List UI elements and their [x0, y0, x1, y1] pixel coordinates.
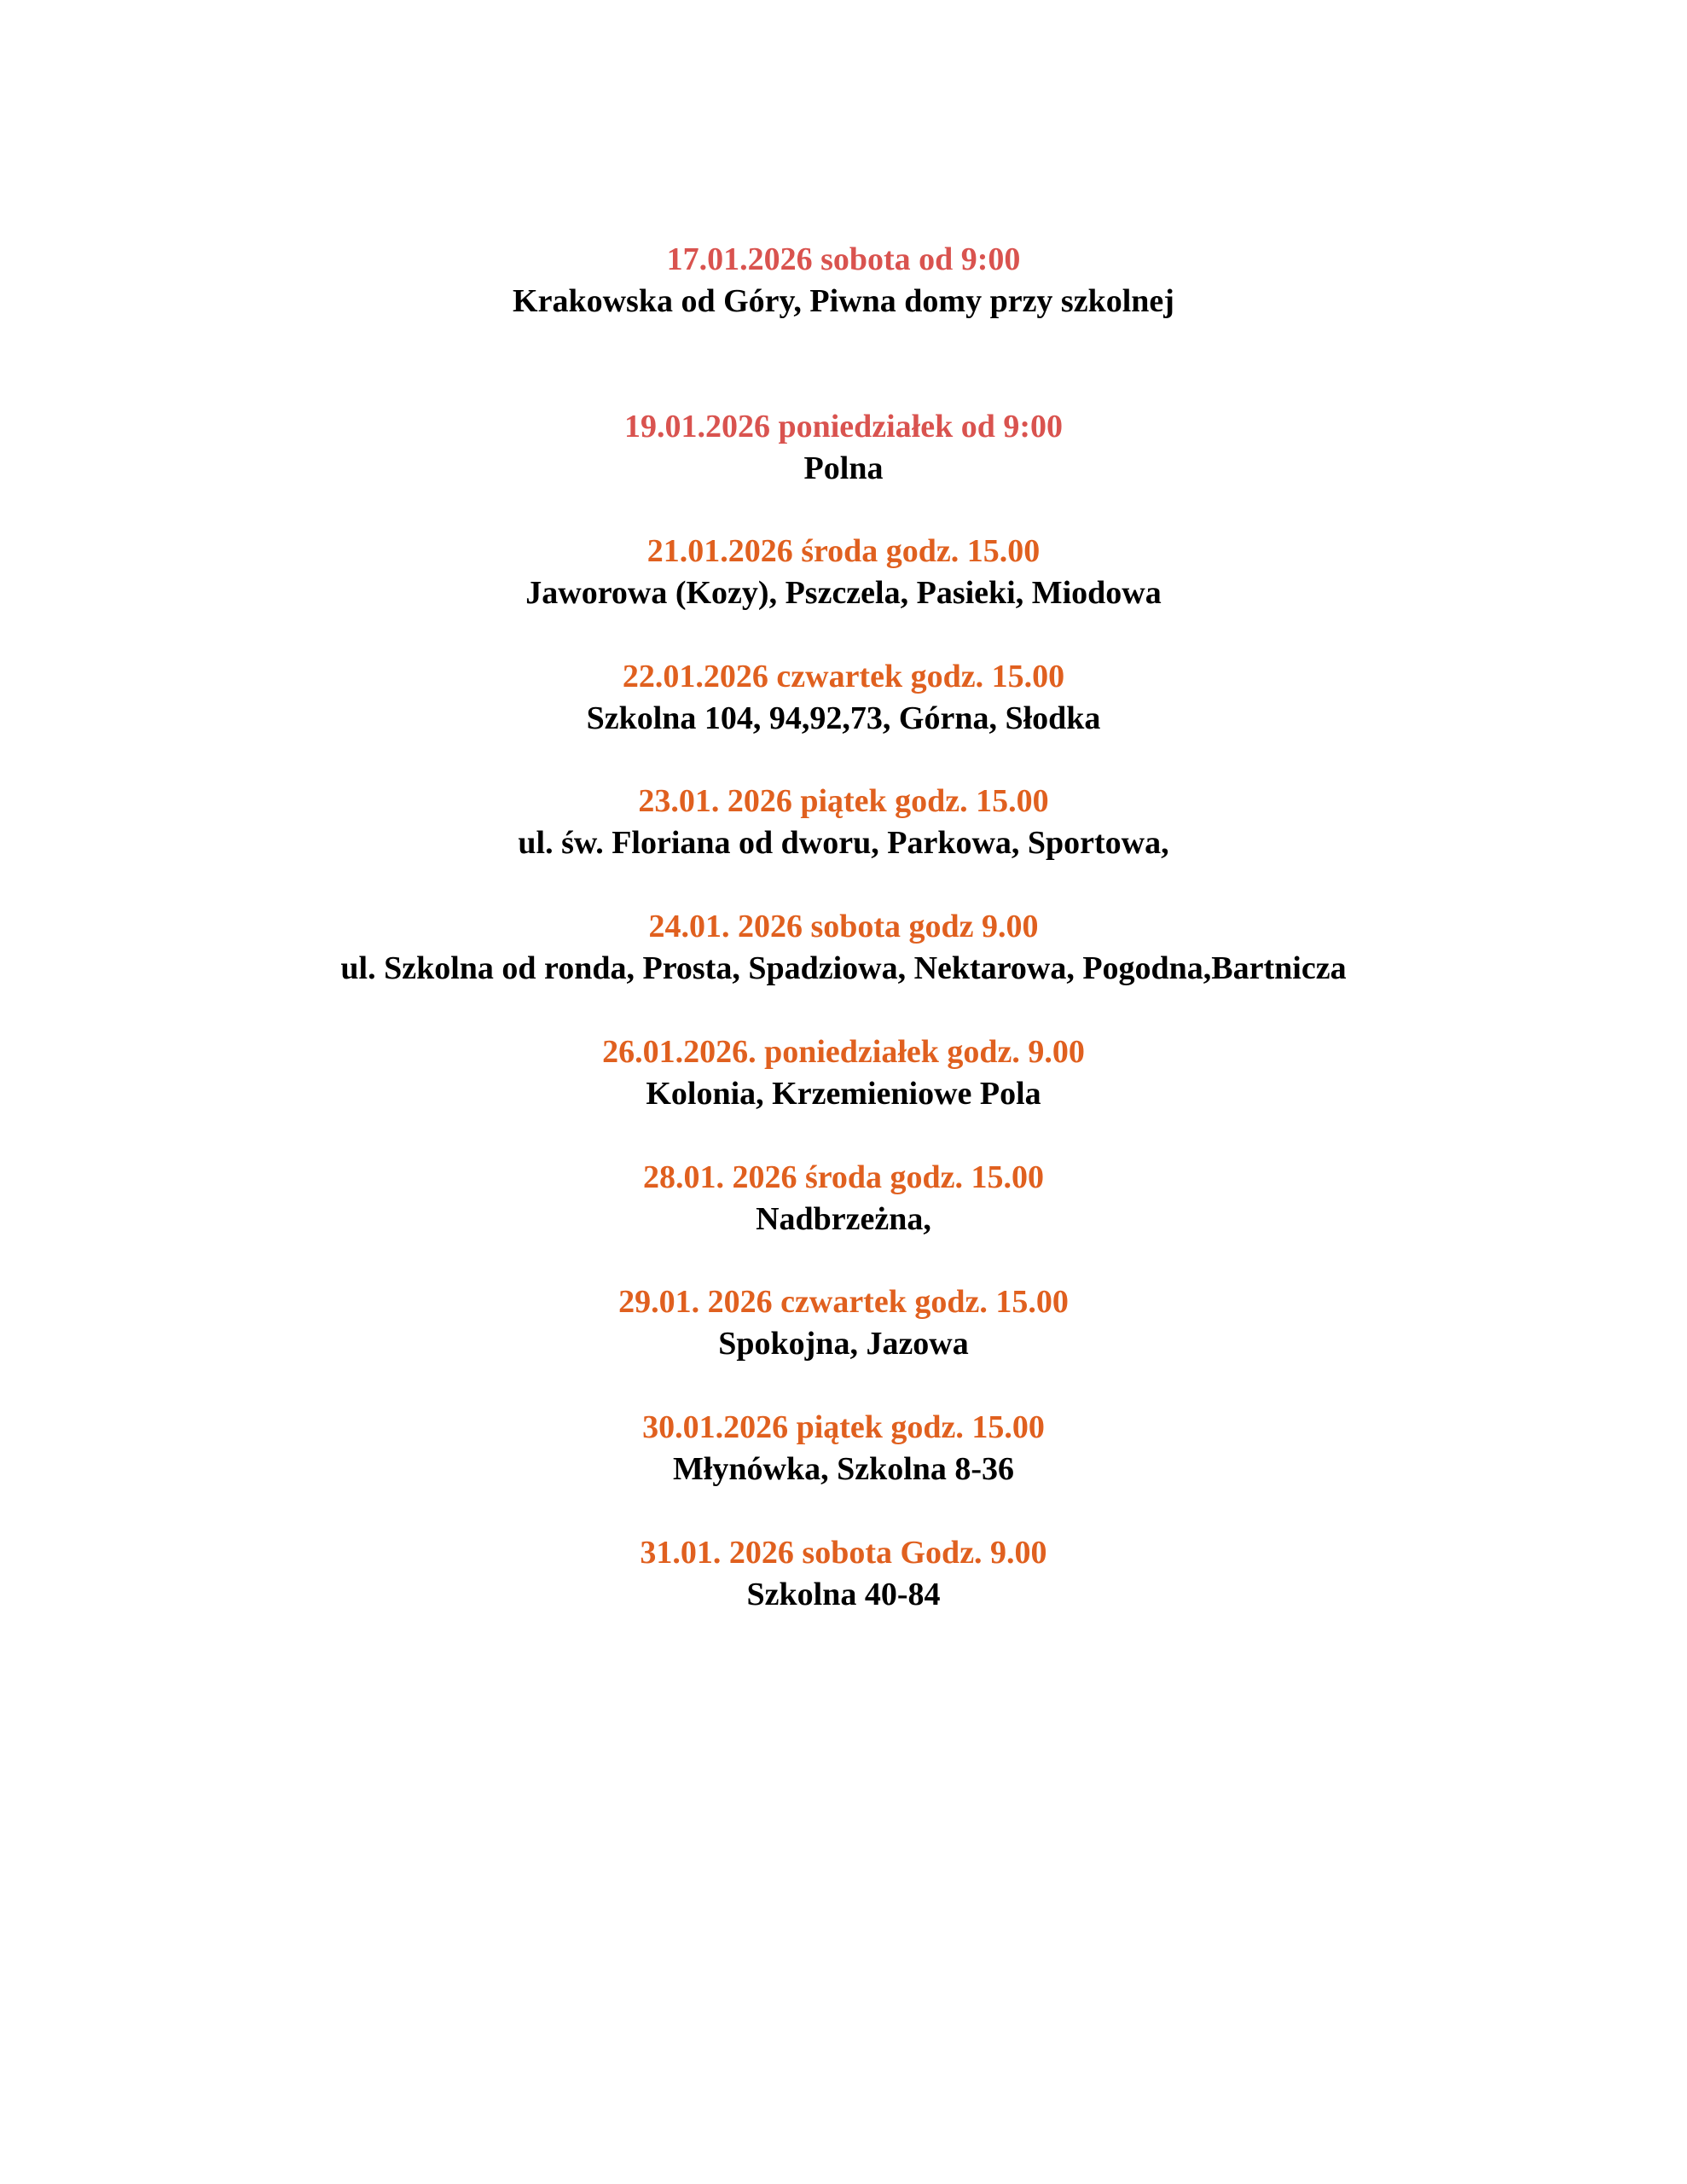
schedule-streets: Szkolna 40-84 [746, 1577, 941, 1612]
schedule-entry [0, 1407, 1687, 1490]
schedule-date: 31.01. 2026 sobota Godz. 9.00 [640, 1535, 1047, 1571]
schedule-streets: Krakowska od Góry, Piwna domy przy szkolnej [513, 283, 1174, 319]
schedule-streets: Spokojna, Jazowa [718, 1326, 969, 1362]
schedule-date: 26.01.2026. poniedziałek godz. 9.00 [602, 1034, 1085, 1070]
schedule-date: 19.01.2026 poniedziałek od 9:00 [623, 409, 1064, 444]
schedule-entry [0, 239, 1687, 322]
schedule-entry [0, 1031, 1687, 1115]
schedule-entry [0, 531, 1687, 614]
schedule-date: 23.01. 2026 piątek godz. 15.00 [638, 783, 1049, 819]
schedule-date: 21.01.2026 środa godz. 15.00 [646, 533, 1041, 569]
schedule-entry [0, 1157, 1687, 1240]
schedule-streets: ul. Szkolna od ronda, Prosta, Spadziowa, Nektarowa, Pogodna,Bartnicza [340, 950, 1347, 986]
schedule-date: 17.01.2026 sobota od 9:00 [666, 241, 1021, 277]
schedule-date: 22.01.2026 czwartek godz. 15.00 [622, 659, 1065, 694]
schedule-streets: Polna [803, 450, 884, 486]
schedule-streets: Jaworowa (Kozy), Pszczela, Pasieki, Miodowa [525, 575, 1162, 611]
schedule-entry [0, 906, 1687, 990]
schedule-entry [0, 656, 1687, 740]
schedule-entry [0, 1532, 1687, 1616]
schedule-entry [0, 406, 1687, 490]
schedule-date: 28.01. 2026 środa godz. 15.00 [642, 1159, 1045, 1195]
schedule-streets: ul. św. Floriana od dworu, Parkowa, Sportowa, [518, 825, 1169, 861]
schedule-date: 30.01.2026 piątek godz. 15.00 [642, 1409, 1045, 1445]
schedule-streets: Nadbrzeżna, [756, 1201, 931, 1237]
schedule-entry [0, 781, 1687, 864]
schedule-streets: Kolonia, Krzemieniowe Pola [646, 1076, 1041, 1112]
schedule-date: 24.01. 2026 sobota godz 9.00 [648, 909, 1039, 944]
schedule-entry [0, 1281, 1687, 1365]
schedule-streets: Szkolna 104, 94,92,73, Górna, Słodka [586, 700, 1101, 736]
schedule-date: 29.01. 2026 czwartek godz. 15.00 [618, 1284, 1069, 1320]
schedule-streets: Młynówka, Szkolna 8-36 [672, 1451, 1015, 1487]
